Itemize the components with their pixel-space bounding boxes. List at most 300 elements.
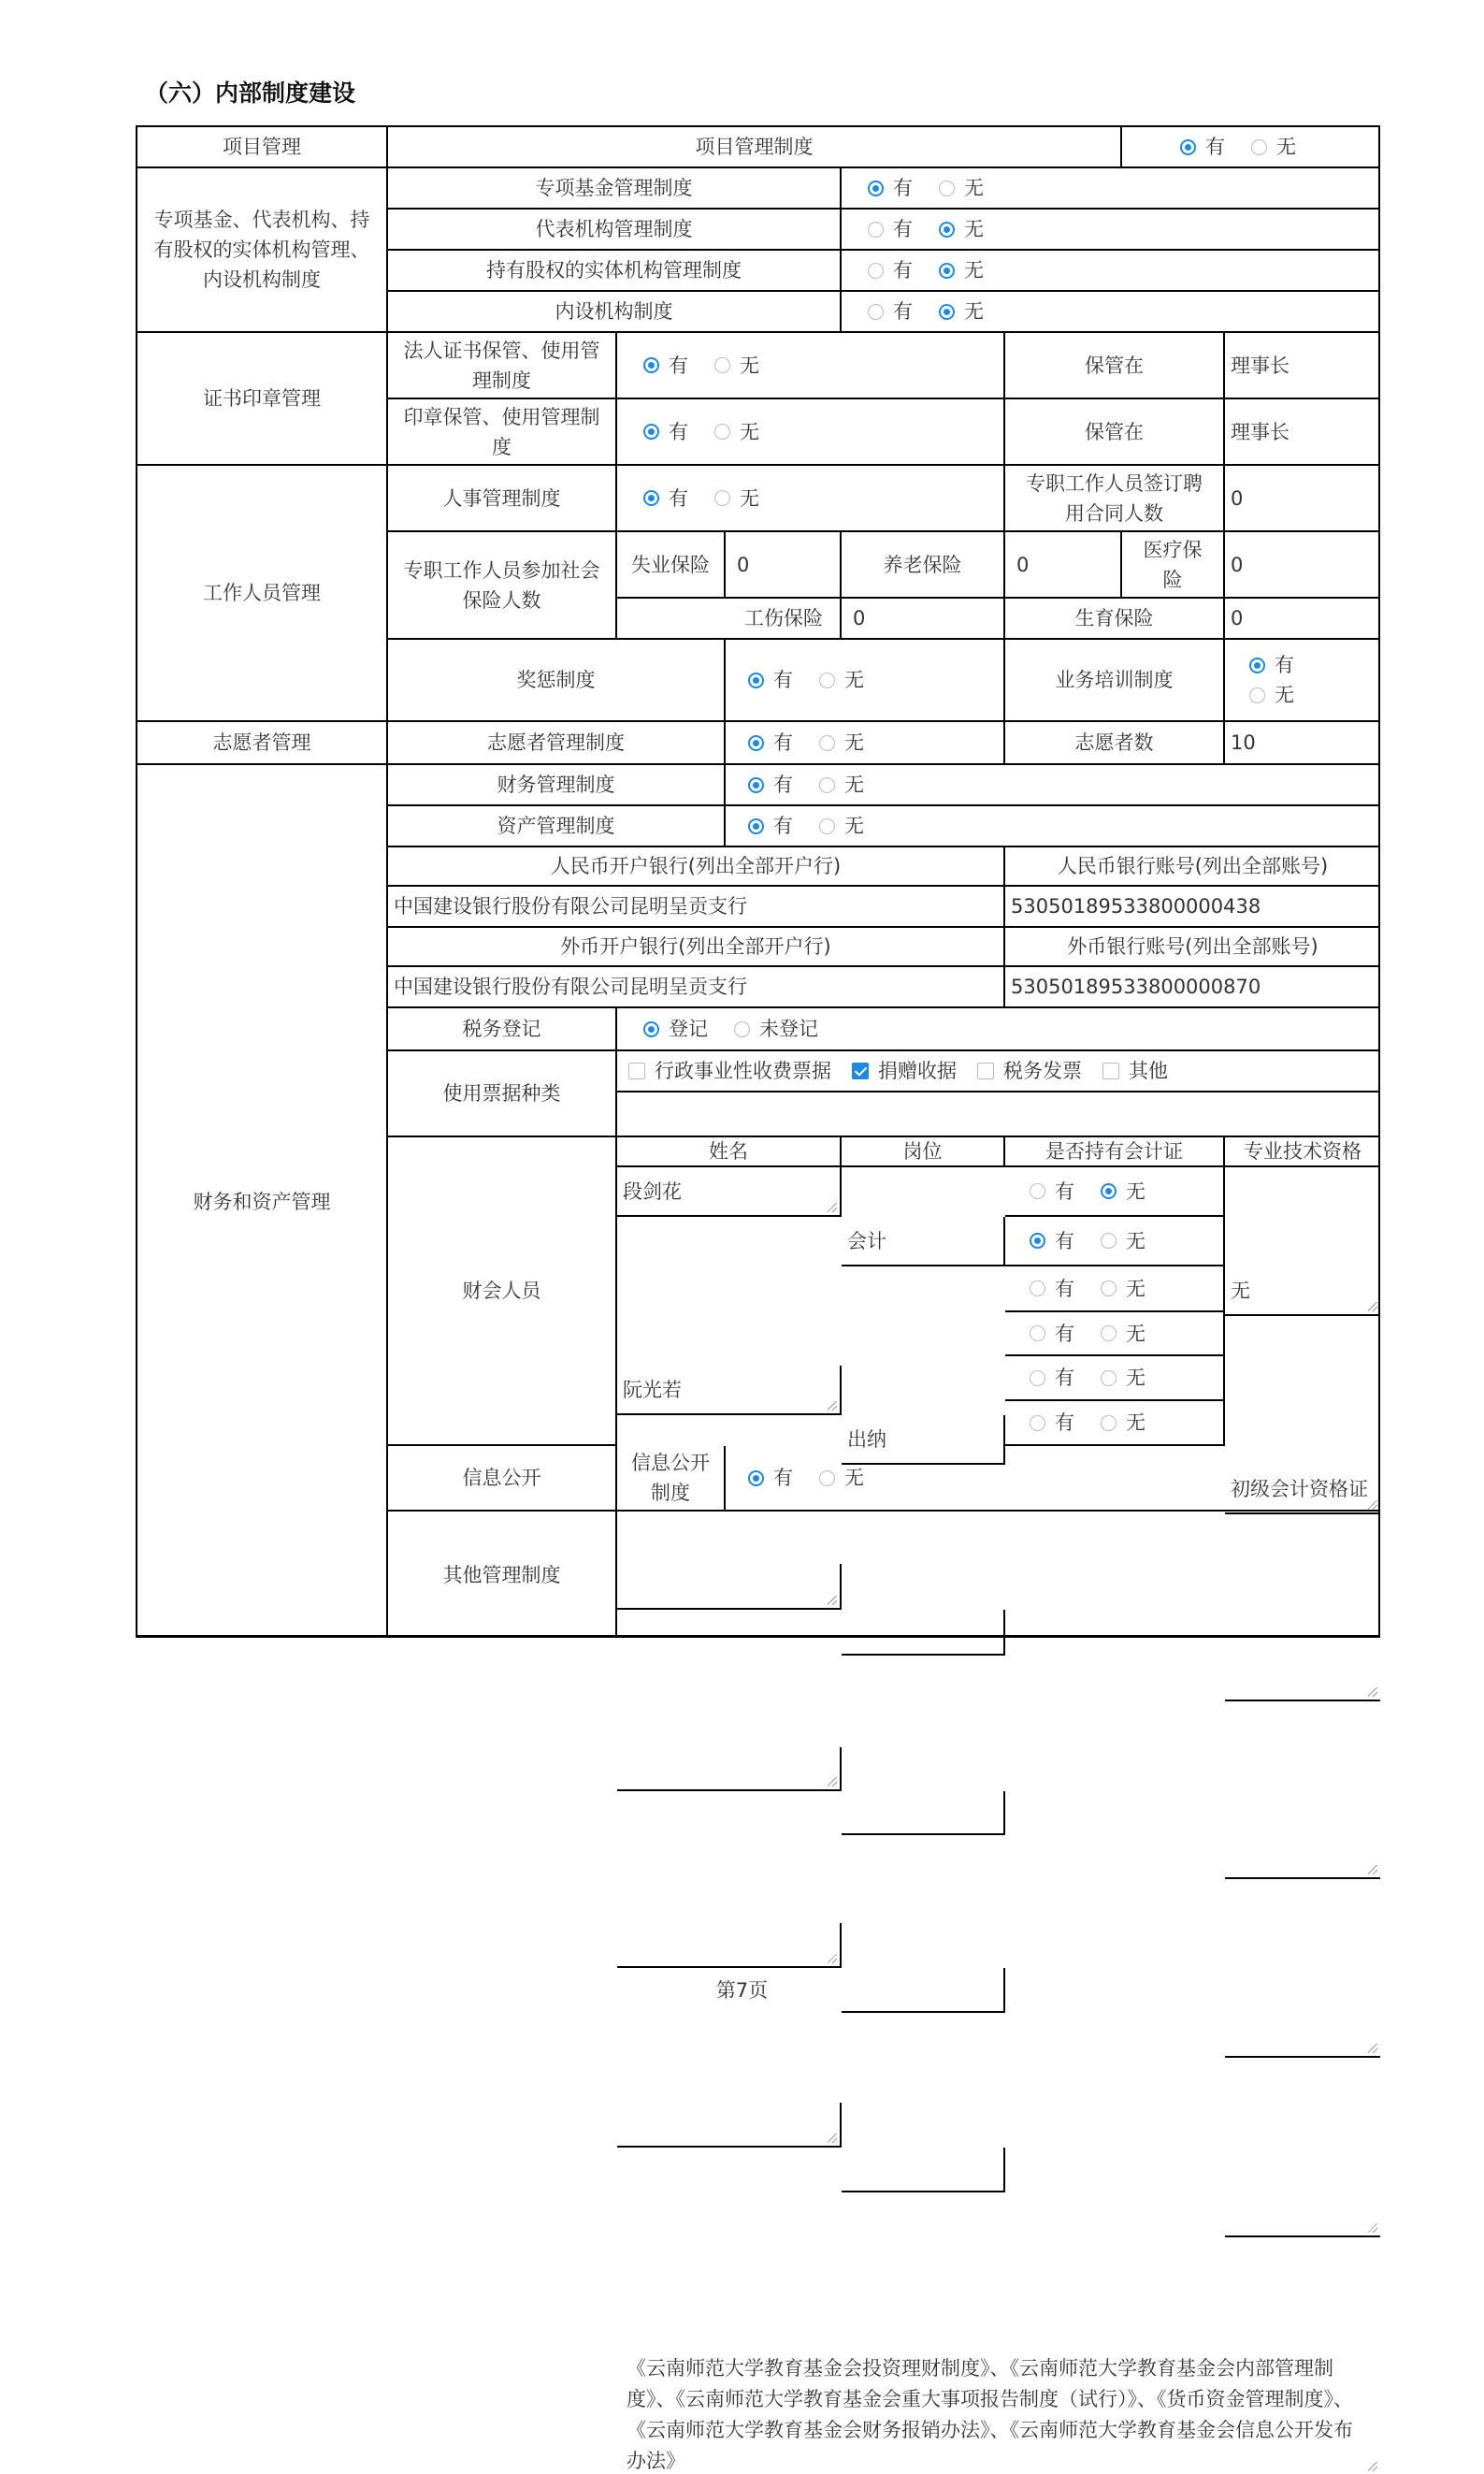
acct-row-2-qual[interactable] bbox=[1225, 1656, 1380, 1701]
acct-row-5-cert-yes[interactable] bbox=[1030, 1408, 1074, 1438]
acct-row-1-cert-no[interactable] bbox=[1101, 1226, 1145, 1256]
acct-row-5-cert-yes-radio-icon[interactable] bbox=[1030, 1415, 1045, 1431]
seal-row-1-no-radio-icon[interactable] bbox=[714, 424, 730, 440]
staff-label-text: 工作人员管理 bbox=[203, 582, 321, 604]
fin-policy-label bbox=[388, 765, 726, 806]
training-policy-yes-label: 有 bbox=[1275, 654, 1294, 676]
seal-row-0-yes-label: 有 bbox=[669, 354, 688, 377]
info-policy-no-label: 无 bbox=[844, 1467, 864, 1489]
resize-handle-icon[interactable] bbox=[1368, 1302, 1377, 1311]
special-fund-item-0 bbox=[388, 168, 842, 210]
acct-row-1-cert-no-label: 无 bbox=[1126, 1229, 1145, 1252]
seal-row-0-keeper bbox=[1225, 333, 1380, 399]
acct-row-4-cert-yes[interactable] bbox=[1030, 1363, 1074, 1393]
contract-count-label-text: 专职工作人员签订聘用合同人数 bbox=[1026, 471, 1203, 525]
acct-header-post-text: 岗位 bbox=[902, 1140, 943, 1163]
acct-row-2-name[interactable] bbox=[617, 1564, 842, 1610]
tax-registration-no-label: 未登记 bbox=[759, 1018, 818, 1040]
fx-account-header bbox=[1005, 928, 1380, 967]
reward-policy-yes[interactable] bbox=[748, 665, 793, 695]
training-policy-no[interactable] bbox=[1249, 680, 1294, 710]
tax-registration-yes-radio-icon[interactable] bbox=[643, 1021, 659, 1037]
fx-account-value bbox=[1005, 967, 1380, 1008]
acct-header-qual-text: 专业技术资格 bbox=[1244, 1140, 1362, 1163]
special-fund-item-3-yes-radio-icon[interactable] bbox=[868, 304, 884, 320]
fin-policy-yes[interactable] bbox=[748, 770, 793, 800]
unemployment-label bbox=[617, 532, 726, 599]
other-policy-label bbox=[388, 1512, 617, 1638]
acct-row-2-cert-yes-label: 有 bbox=[1055, 1277, 1074, 1300]
other-policy-label-text: 其他管理制度 bbox=[442, 1563, 561, 1586]
maternity-text: 0 bbox=[1231, 607, 1244, 629]
project-policy-label bbox=[388, 127, 1122, 168]
tax-options[interactable] bbox=[617, 1008, 1380, 1051]
fx-bank-header bbox=[388, 928, 1005, 967]
other-policy-text-area[interactable] bbox=[617, 2348, 1380, 2474]
asset-policy-yes[interactable] bbox=[748, 811, 793, 841]
training-policy-yes[interactable] bbox=[1249, 650, 1294, 680]
hr-policy-options[interactable] bbox=[617, 466, 1005, 532]
info-policy-no-radio-icon[interactable] bbox=[819, 1470, 835, 1486]
special-fund-item-2-label: 持有股权的实体机构管理制度 bbox=[486, 259, 742, 282]
resize-handle-icon[interactable] bbox=[1368, 1865, 1377, 1874]
seal-row-0-label bbox=[388, 333, 617, 399]
finance-label bbox=[137, 765, 388, 1638]
receipt-type-1[interactable] bbox=[852, 1056, 957, 1086]
training-policy-no-label: 无 bbox=[1275, 684, 1294, 706]
resize-handle-icon[interactable] bbox=[1368, 1687, 1377, 1697]
medical-label bbox=[1122, 532, 1225, 599]
seal-row-1-keeper-text: 理事长 bbox=[1231, 420, 1289, 443]
pension-text: 0 bbox=[1016, 553, 1030, 576]
volunteer-policy-label bbox=[388, 722, 726, 765]
hr-policy-label bbox=[388, 466, 617, 532]
receipt-type-3-label: 其他 bbox=[1129, 1060, 1168, 1082]
hr-policy-yes[interactable] bbox=[643, 484, 688, 514]
acct-row-2-cert-yes[interactable] bbox=[1030, 1274, 1074, 1304]
acct-row-4-name[interactable] bbox=[617, 1923, 842, 1968]
volunteer-policy-yes[interactable] bbox=[748, 728, 793, 758]
seal-row-0-options[interactable] bbox=[617, 333, 1005, 399]
seal-row-0-keeper-label-text: 保管在 bbox=[1085, 354, 1144, 377]
special-fund-item-2-yes-radio-icon[interactable] bbox=[868, 263, 884, 279]
fin-policy-yes-radio-icon[interactable] bbox=[748, 777, 764, 793]
insurance-label bbox=[388, 532, 617, 640]
reward-policy-no-label: 无 bbox=[844, 669, 864, 691]
fx-bank-text: 中国建设银行股份有限公司昆明呈贡支行 bbox=[394, 976, 747, 998]
maternity-value bbox=[1225, 599, 1380, 640]
seal-label bbox=[137, 333, 388, 466]
tax-label bbox=[388, 1008, 617, 1051]
section-title: （六）内部制度建设 bbox=[145, 80, 356, 107]
project-policy-yes-label: 有 bbox=[1205, 136, 1225, 158]
special-fund-item-2-no[interactable] bbox=[939, 255, 984, 285]
acct-row-0-cert[interactable] bbox=[1005, 1167, 1225, 1217]
acct-header-qual bbox=[1225, 1137, 1380, 1167]
page-number: 第7页 bbox=[715, 1979, 769, 2002]
acct-row-5-qual[interactable] bbox=[1225, 2192, 1380, 2237]
reward-policy-label bbox=[388, 640, 726, 722]
injury-text: 0 bbox=[853, 607, 866, 629]
resize-handle-icon[interactable] bbox=[828, 1954, 837, 1963]
medical-text: 0 bbox=[1231, 553, 1244, 576]
reward-policy-options[interactable] bbox=[726, 640, 1005, 722]
volunteer-label-text: 志愿者管理 bbox=[212, 731, 311, 754]
asset-policy-yes-radio-icon[interactable] bbox=[748, 818, 764, 834]
special-fund-item-0-yes-label: 有 bbox=[893, 177, 913, 199]
receipt-type-2-label: 税务发票 bbox=[1003, 1060, 1082, 1082]
fx-bank-header-text: 外币开户银行(列出全部开户行) bbox=[560, 935, 831, 958]
asset-policy-options[interactable] bbox=[726, 806, 1380, 847]
special-fund-item-1-no[interactable] bbox=[939, 214, 984, 244]
acct-row-4-cert-yes-label: 有 bbox=[1055, 1367, 1074, 1389]
receipt-type-0-label: 行政事业性收费票据 bbox=[655, 1060, 831, 1082]
tax-registration-yes[interactable] bbox=[643, 1014, 708, 1044]
acct-row-5-cert-yes-label: 有 bbox=[1055, 1411, 1074, 1434]
fx-account-text: 53050189533800000870 bbox=[1011, 976, 1261, 998]
unemployment-label-text: 失业保险 bbox=[631, 553, 710, 576]
resize-handle-icon[interactable] bbox=[828, 1596, 837, 1605]
resize-handle-icon[interactable] bbox=[1368, 2462, 1377, 2471]
special-fund-item-1-no-radio-icon[interactable] bbox=[939, 222, 955, 238]
receipt-type-3[interactable] bbox=[1102, 1056, 1168, 1086]
seal-row-1-keeper bbox=[1225, 399, 1380, 466]
rmb-account-value bbox=[1005, 887, 1380, 928]
info-policy-text: 信息公开制度 bbox=[631, 1452, 710, 1504]
acct-row-4-cert-no[interactable] bbox=[1101, 1363, 1145, 1393]
special-fund-item-3-yes[interactable] bbox=[868, 297, 913, 326]
asset-policy-no-label: 无 bbox=[844, 815, 864, 837]
receipt-type-0[interactable] bbox=[628, 1056, 831, 1086]
info-policy-label bbox=[617, 1446, 726, 1512]
resize-handle-icon[interactable] bbox=[828, 1203, 837, 1212]
project-policy-yes-radio-icon[interactable] bbox=[1180, 139, 1196, 155]
special-fund-item-0-yes-radio-icon[interactable] bbox=[868, 181, 884, 196]
seal-row-0-no-label: 无 bbox=[740, 354, 759, 377]
acct-row-4-cert-yes-radio-icon[interactable] bbox=[1030, 1370, 1045, 1386]
fx-account-header-text: 外币银行账号(列出全部账号) bbox=[1067, 935, 1318, 958]
acct-row-3-cert-no-label: 无 bbox=[1126, 1322, 1145, 1345]
acct-header-name-text: 姓名 bbox=[709, 1140, 748, 1163]
special-fund-item-3-yes-label: 有 bbox=[893, 300, 913, 323]
fin-policy-text: 财务管理制度 bbox=[497, 774, 615, 796]
project-policy-yes[interactable] bbox=[1180, 132, 1225, 162]
resize-handle-icon[interactable] bbox=[828, 2134, 837, 2143]
seal-row-0-keeper-label bbox=[1005, 333, 1225, 399]
special-fund-item-2 bbox=[388, 251, 842, 292]
maternity-label-text: 生育保险 bbox=[1074, 607, 1154, 629]
special-fund-label-text: 专项基金、代表机构、持有股权的实体机构管理、内设机构制度 bbox=[153, 209, 370, 291]
seal-row-0-keeper-text: 理事长 bbox=[1231, 354, 1289, 377]
info-policy-no[interactable] bbox=[819, 1463, 864, 1493]
tax-registration-no-radio-icon[interactable] bbox=[734, 1021, 750, 1037]
volunteer-label bbox=[137, 722, 388, 765]
acct-row-1-qual-text: 初级会计资格证 bbox=[1231, 1477, 1368, 1500]
info-policy-options[interactable] bbox=[726, 1446, 1380, 1512]
acct-row-0-post[interactable] bbox=[842, 1217, 1005, 1266]
special-fund-item-0-options[interactable] bbox=[842, 168, 1380, 210]
rmb-bank-header-text: 人民币开户银行(列出全部开户行) bbox=[550, 855, 842, 877]
acct-row-0-cert-yes-label: 有 bbox=[1055, 1179, 1074, 1203]
contract-count-text: 0 bbox=[1231, 486, 1244, 510]
volunteer-policy-text: 志愿者管理制度 bbox=[487, 731, 625, 754]
seal-row-1-keeper-label bbox=[1005, 399, 1225, 466]
project-policy-no[interactable] bbox=[1251, 132, 1296, 162]
maternity-label bbox=[1005, 599, 1225, 640]
hr-policy-no-radio-icon[interactable] bbox=[714, 490, 730, 506]
asset-policy-no[interactable] bbox=[819, 811, 864, 841]
hr-policy-text: 人事管理制度 bbox=[442, 486, 561, 510]
special-fund-item-3-no-label: 无 bbox=[964, 300, 984, 323]
info-policy-yes-radio-icon[interactable] bbox=[748, 1470, 764, 1486]
special-fund-item-2-options[interactable] bbox=[842, 251, 1380, 292]
acct-row-5-cert-no[interactable] bbox=[1101, 1408, 1145, 1438]
special-fund-item-3-label: 内设机构制度 bbox=[555, 300, 673, 323]
special-fund-label bbox=[137, 168, 388, 333]
acct-row-1-name-text: 阮光若 bbox=[623, 1378, 682, 1401]
acct-row-2-cert-yes-radio-icon[interactable] bbox=[1030, 1280, 1045, 1296]
info-policy-yes-label: 有 bbox=[773, 1467, 793, 1489]
receipt-type-0-checkbox-icon[interactable] bbox=[628, 1063, 645, 1079]
volunteer-count-label-text: 志愿者数 bbox=[1074, 731, 1154, 754]
project-label-text: 项目管理 bbox=[223, 136, 301, 158]
contract-count-value bbox=[1225, 466, 1380, 532]
finance-label-text: 财务和资产管理 bbox=[193, 1190, 331, 1213]
rmb-bank-value bbox=[388, 887, 1005, 928]
reward-policy-text: 奖惩制度 bbox=[516, 669, 596, 691]
receipt-label bbox=[388, 1051, 617, 1137]
resize-handle-icon[interactable] bbox=[828, 1401, 837, 1411]
acct-header-cert-text: 是否持有会计证 bbox=[1045, 1140, 1183, 1163]
resize-handle-icon[interactable] bbox=[1368, 2044, 1377, 2053]
acct-row-1-cert-yes-label: 有 bbox=[1055, 1229, 1074, 1252]
seal-row-0-no-radio-icon[interactable] bbox=[714, 357, 730, 373]
info-policy-yes[interactable] bbox=[748, 1463, 793, 1493]
asset-policy-yes-label: 有 bbox=[773, 815, 793, 837]
acct-row-3-cert[interactable] bbox=[1005, 1312, 1225, 1356]
asset-policy-text: 资产管理制度 bbox=[497, 815, 615, 837]
special-fund-item-1-no-label: 无 bbox=[964, 218, 984, 240]
unemployment-value bbox=[726, 532, 842, 599]
special-fund-item-0-no-radio-icon[interactable] bbox=[939, 181, 955, 196]
receipt-other-input[interactable] bbox=[617, 1092, 1380, 1137]
special-fund-item-1-yes-label: 有 bbox=[893, 218, 913, 240]
insurance-label-text: 专职工作人员参加社会保险人数 bbox=[403, 558, 600, 612]
asset-policy-label bbox=[388, 806, 726, 847]
seal-row-1-yes-label: 有 bbox=[669, 420, 688, 443]
acct-row-5-post[interactable] bbox=[842, 2148, 1005, 2192]
acct-row-2-post[interactable] bbox=[842, 1610, 1005, 1656]
special-fund-item-0-no[interactable] bbox=[939, 173, 984, 203]
acct-row-1-name[interactable] bbox=[617, 1366, 842, 1415]
acct-row-3-cert-no-radio-icon[interactable] bbox=[1101, 1325, 1117, 1341]
seal-row-0-yes[interactable] bbox=[643, 351, 688, 381]
acct-row-0-qual[interactable] bbox=[1225, 1266, 1380, 1316]
training-policy-yes-radio-icon[interactable] bbox=[1249, 658, 1265, 673]
acct-row-4-cert-no-radio-icon[interactable] bbox=[1101, 1370, 1117, 1386]
info-label bbox=[388, 1446, 617, 1512]
volunteer-policy-no-label: 无 bbox=[844, 731, 864, 754]
reward-policy-no[interactable] bbox=[819, 665, 864, 695]
special-fund-item-2-yes-label: 有 bbox=[893, 259, 913, 282]
training-policy-text: 业务培训制度 bbox=[1055, 669, 1174, 691]
acct-row-4-cert[interactable] bbox=[1005, 1356, 1225, 1401]
acct-header-cert bbox=[1005, 1137, 1225, 1167]
acct-row-0-cert-yes[interactable] bbox=[1030, 1177, 1074, 1207]
acct-row-0-name[interactable] bbox=[617, 1167, 842, 1217]
special-fund-item-1-yes[interactable] bbox=[868, 214, 913, 244]
acct-row-1-post-text: 出纳 bbox=[847, 1427, 886, 1451]
contract-count-label bbox=[1005, 466, 1225, 532]
special-fund-item-3-no[interactable] bbox=[939, 297, 984, 326]
seal-row-1-no-label: 无 bbox=[740, 420, 759, 443]
receipt-label-text: 使用票据种类 bbox=[442, 1082, 561, 1105]
reward-policy-no-radio-icon[interactable] bbox=[819, 673, 835, 688]
special-fund-item-2-yes[interactable] bbox=[868, 255, 913, 285]
acct-row-3-post[interactable] bbox=[842, 1791, 1005, 1835]
volunteer-count-value bbox=[1225, 722, 1380, 765]
fin-policy-no-radio-icon[interactable] bbox=[819, 777, 835, 793]
fin-policy-no[interactable] bbox=[819, 770, 864, 800]
seal-row-1-options[interactable] bbox=[617, 399, 1005, 466]
asset-policy-no-radio-icon[interactable] bbox=[819, 818, 835, 834]
project-policy-options[interactable] bbox=[1122, 127, 1380, 168]
acct-row-3-qual[interactable] bbox=[1225, 1835, 1380, 1879]
reward-policy-yes-radio-icon[interactable] bbox=[748, 673, 764, 688]
special-fund-item-3-no-radio-icon[interactable] bbox=[939, 304, 955, 320]
special-fund-item-0-yes[interactable] bbox=[868, 173, 913, 203]
special-fund-item-0-label: 专项基金管理制度 bbox=[535, 177, 693, 199]
rmb-bank-text: 中国建设银行股份有限公司昆明呈贡支行 bbox=[394, 895, 747, 918]
special-fund-item-1-yes-radio-icon[interactable] bbox=[868, 222, 884, 238]
training-policy-options[interactable] bbox=[1225, 640, 1380, 722]
fin-policy-no-label: 无 bbox=[844, 774, 864, 796]
volunteer-count-label bbox=[1005, 722, 1225, 765]
special-fund-item-3-options[interactable] bbox=[842, 292, 1380, 333]
acct-row-1-cert-yes-radio-icon[interactable] bbox=[1030, 1233, 1045, 1249]
acct-row-3-cert-no[interactable] bbox=[1101, 1319, 1145, 1349]
acct-row-2-cert-no-label: 无 bbox=[1126, 1277, 1145, 1300]
seal-row-1-no[interactable] bbox=[714, 417, 759, 447]
seal-label-text: 证书印章管理 bbox=[203, 387, 321, 410]
hr-policy-no[interactable] bbox=[714, 484, 759, 514]
fin-policy-options[interactable] bbox=[726, 765, 1380, 806]
acct-row-1-cert-no-radio-icon[interactable] bbox=[1101, 1233, 1117, 1249]
seal-row-1-keeper-label-text: 保管在 bbox=[1085, 420, 1144, 443]
acct-row-3-cert-yes[interactable] bbox=[1030, 1319, 1074, 1349]
volunteer-policy-no-radio-icon[interactable] bbox=[819, 735, 835, 751]
acct-row-5-cert-no-radio-icon[interactable] bbox=[1101, 1415, 1117, 1431]
pension-label-text: 养老保险 bbox=[883, 553, 962, 576]
acct-row-5-cert[interactable] bbox=[1005, 1401, 1225, 1446]
volunteer-count-text: 10 bbox=[1231, 731, 1256, 754]
staff-label bbox=[137, 466, 388, 722]
receipt-type-2-checkbox-icon[interactable] bbox=[977, 1063, 994, 1079]
seal-row-1-yes[interactable] bbox=[643, 417, 688, 447]
other-policy-text: 《云南师范大学教育基金会投资理财制度》、《云南师范大学教育基金会内部管理制度》、《云南师范大学教育基金会重大事项报告制度（试行）》、《货币资金管理制度》、《云南师范大学教育基金会财务报销办法》、《云南师范大学教育基金会信息公开发布办法》 bbox=[627, 2357, 1353, 2472]
injury-value bbox=[842, 599, 1005, 640]
rmb-account-text: 53050189533800000438 bbox=[1011, 895, 1261, 918]
special-fund-item-0-no-label: 无 bbox=[964, 177, 984, 199]
seal-row-0-no[interactable] bbox=[714, 351, 759, 381]
special-fund-item-2-no-radio-icon[interactable] bbox=[939, 263, 955, 279]
pension-value bbox=[1005, 532, 1122, 599]
info-label-text: 信息公开 bbox=[462, 1467, 541, 1489]
acct-header-post bbox=[842, 1137, 1005, 1167]
tax-registration-no[interactable] bbox=[734, 1014, 818, 1044]
acct-row-2-cert-no-radio-icon[interactable] bbox=[1101, 1280, 1117, 1296]
project-policy-text: 项目管理制度 bbox=[695, 136, 814, 158]
tax-label-text: 税务登记 bbox=[462, 1018, 541, 1040]
special-fund-item-1-label: 代表机构管理制度 bbox=[535, 218, 693, 240]
receipt-type-2[interactable] bbox=[977, 1056, 1082, 1086]
seal-row-1-text: 印章保管、使用管理制度 bbox=[403, 405, 600, 458]
fin-policy-yes-label: 有 bbox=[773, 774, 793, 796]
resize-handle-icon[interactable] bbox=[1368, 2223, 1377, 2233]
training-policy-label bbox=[1005, 640, 1225, 722]
acct-row-2-cert[interactable] bbox=[1005, 1266, 1225, 1312]
hr-policy-yes-label: 有 bbox=[669, 486, 688, 510]
acct-row-3-cert-yes-label: 有 bbox=[1055, 1322, 1074, 1345]
volunteer-policy-yes-label: 有 bbox=[773, 731, 793, 754]
receipt-type-1-checkbox-icon[interactable] bbox=[852, 1063, 869, 1079]
rmb-bank-header bbox=[388, 847, 1005, 887]
acct-row-0-cert-no-label: 无 bbox=[1126, 1179, 1145, 1203]
unemployment-text: 0 bbox=[737, 553, 750, 576]
injury-label bbox=[617, 599, 842, 640]
seal-row-0-text: 法人证书保管、使用管理制度 bbox=[403, 339, 600, 392]
receipt-type-3-checkbox-icon[interactable] bbox=[1102, 1063, 1119, 1079]
acct-row-0-qual-text: 无 bbox=[1231, 1279, 1250, 1302]
acct-row-1-cert[interactable] bbox=[1005, 1217, 1225, 1266]
receipt-type-1-label: 捐赠收据 bbox=[878, 1060, 957, 1082]
acct-row-5-name[interactable] bbox=[617, 2103, 842, 2148]
volunteer-policy-no[interactable] bbox=[819, 728, 864, 758]
acct-row-0-cert-no-radio-icon[interactable] bbox=[1101, 1183, 1117, 1199]
acct-row-5-cert-no-label: 无 bbox=[1126, 1411, 1145, 1434]
training-policy-no-radio-icon[interactable] bbox=[1249, 687, 1265, 703]
resize-handle-icon[interactable] bbox=[828, 1777, 837, 1787]
injury-label-text: 工伤保险 bbox=[744, 607, 823, 629]
acct-row-0-post-text: 会计 bbox=[847, 1229, 886, 1252]
seal-row-0-yes-radio-icon[interactable] bbox=[643, 357, 659, 373]
special-fund-item-2-no-label: 无 bbox=[964, 259, 984, 282]
acct-row-0-cert-no[interactable] bbox=[1101, 1177, 1145, 1207]
project-policy-no-radio-icon[interactable] bbox=[1251, 139, 1267, 155]
hr-policy-yes-radio-icon[interactable] bbox=[643, 490, 659, 506]
pension-label bbox=[842, 532, 1005, 599]
special-fund-item-1-options[interactable] bbox=[842, 210, 1380, 251]
acct-row-2-cert-no[interactable] bbox=[1101, 1274, 1145, 1304]
acct-row-3-name[interactable] bbox=[617, 1747, 842, 1791]
volunteer-policy-options[interactable] bbox=[726, 722, 1005, 765]
project-policy-no-label: 无 bbox=[1276, 136, 1296, 158]
receipt-options[interactable] bbox=[617, 1051, 1380, 1092]
seal-row-1-yes-radio-icon[interactable] bbox=[643, 424, 659, 440]
acct-row-0-name-text: 段剑花 bbox=[623, 1179, 682, 1203]
medical-value bbox=[1225, 532, 1380, 599]
acct-row-0-cert-yes-radio-icon[interactable] bbox=[1030, 1183, 1045, 1199]
acct-row-1-cert-yes[interactable] bbox=[1030, 1226, 1074, 1256]
fx-bank-value bbox=[388, 967, 1005, 1008]
reward-policy-yes-label: 有 bbox=[773, 669, 793, 691]
acct-row-4-qual[interactable] bbox=[1225, 2013, 1380, 2058]
volunteer-policy-yes-radio-icon[interactable] bbox=[748, 735, 764, 751]
hr-policy-no-label: 无 bbox=[740, 486, 759, 510]
rmb-account-header bbox=[1005, 847, 1380, 887]
acct-row-3-cert-yes-radio-icon[interactable] bbox=[1030, 1325, 1045, 1341]
medical-label-text: 医疗保险 bbox=[1143, 538, 1203, 591]
